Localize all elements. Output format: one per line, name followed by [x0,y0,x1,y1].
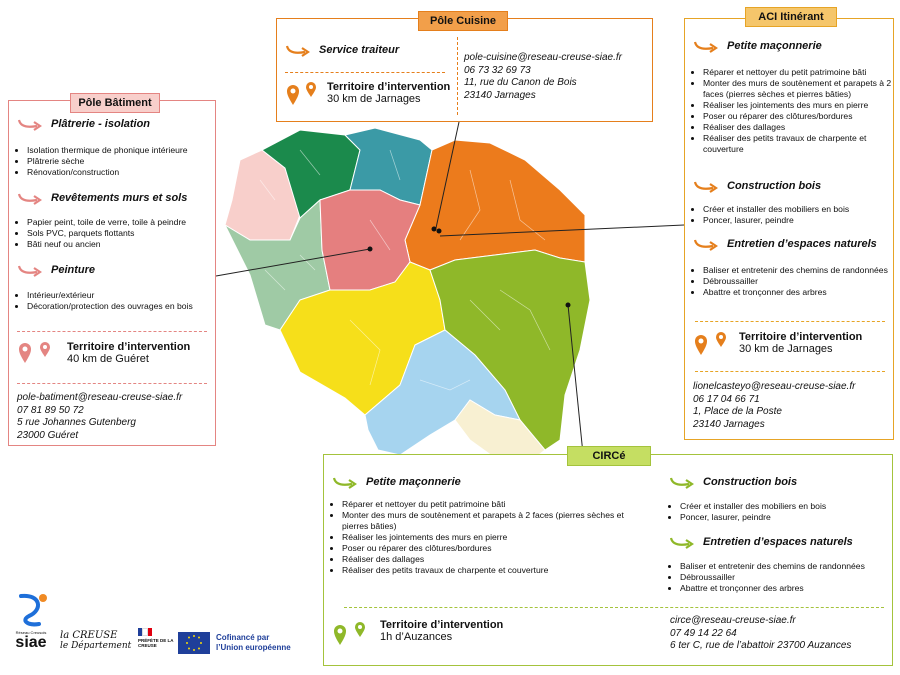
siae-logo [8,590,54,651]
eu-flag-icon [178,632,210,654]
aci-tag: ACI Itinérant [745,7,837,27]
batiment-section-1-title: Plâtrerie - isolation [51,118,151,130]
list-item: • Monter des murs de soutènement et parapets à 2 faces (pierres sèches et pierres bâties) [703,78,900,100]
aci-divider-1 [695,321,885,322]
circe-territory-title: Territoire d’intervention [380,619,504,631]
cuisine-vertical-divider [457,37,458,115]
batiment-section-1 [17,117,150,131]
cuisine-territory-title: Territoire d’intervention [327,81,451,93]
batiment-contact [17,392,182,442]
prefete-text: PRÉFÈTE DE LA CREUSE [138,638,174,648]
circe-left-section [332,475,461,489]
aci-territory-sub: 30 km de Jarnages [739,343,833,355]
curved-arrow-icon [669,535,695,549]
circe-address: 6 ter C, rue de l’abattoir 23700 Auzances [670,640,852,651]
curved-arrow-icon [332,475,358,489]
circe-right-section-2 [669,535,853,549]
marker-jarnages-1 [432,227,437,232]
circe-right-section-1-title: Construction bois [703,476,798,488]
list-item: • Rénovation/construction [27,167,225,178]
list-item: • Plâtrerie sèche [27,156,225,167]
list-item: • Poncer, lasurer, peindre [680,512,900,523]
creuse-logo-line-1: la CREUSE [60,630,118,641]
circe-contact [670,615,851,653]
circe-left-list [328,499,642,576]
creuse-logo [60,630,131,652]
aci-section-2 [693,179,821,193]
map-pin-icon [693,331,733,357]
cuisine-address-2: 23140 Jarnages [464,89,536,101]
aci-section-3 [693,237,877,251]
batiment-tag: Pôle Bâtiment [70,93,160,113]
list-item: • Baliser et entretenir des chemins de randonnées [703,265,900,276]
circe-right-section-1 [669,475,797,489]
list-item: • Décoration/protection des ouvrages en bois [27,301,225,312]
eu-text-1: Cofinancé par [216,633,270,642]
batiment-email[interactable]: pole-batiment@reseau-creuse-siae.fr [17,392,183,403]
list-item: • Bâti neuf ou ancien [27,239,225,250]
circe-panel [323,454,893,666]
cuisine-service [285,43,399,57]
aci-email[interactable]: lionelcasteyo@reseau-creuse-siae.fr [693,381,856,392]
aci-section-2-list [689,204,900,226]
map-pin-icon [285,81,323,107]
list-item: • Isolation thermique de phonique intérieure [27,145,225,156]
eu-logo [178,632,291,654]
curved-arrow-icon [17,263,43,277]
batiment-territory-title: Territoire d’intervention [67,341,191,353]
list-item: • Poncer, lasurer, peindre [703,215,900,226]
curved-arrow-icon [17,117,43,131]
curved-arrow-icon [17,191,43,205]
cuisine-phone[interactable]: 06 73 32 69 73 [464,64,531,76]
list-item: • Baliser et entretenir des chemins de randonnées [680,561,900,572]
siae-small-text: Réseau Creusois [15,630,47,635]
batiment-divider-1 [17,331,207,332]
batiment-territory-sub: 40 km de Guéret [67,353,149,365]
aci-address-2: 23140 Jarnages [693,418,765,430]
aci-territory-title: Territoire d’intervention [739,331,863,343]
curved-arrow-icon [669,475,695,489]
french-flag-icon [138,628,152,636]
list-item: • Poser ou réparer des clôtures/bordures [342,543,642,554]
map-zone-orange [405,140,585,270]
curved-arrow-icon [693,39,719,53]
aci-panel [684,18,894,440]
list-item: • Poser ou réparer des clôtures/bordures [703,111,900,122]
batiment-territory [17,341,190,365]
batiment-address-1: 5 rue Johannes Gutenberg [17,417,136,428]
batiment-section-3-list [13,290,225,312]
circe-email[interactable]: circe@reseau-creuse-siae.fr [670,615,796,626]
marker-jarnages-2 [437,229,442,234]
list-item: • Créer et installer des mobiliers en bois [680,501,900,512]
list-item: • Abattre et tronçonner des arbres [703,287,900,298]
aci-section-1-title: Petite maçonnerie [727,40,822,52]
list-item: • Monter des murs de soutènement et parapets à 2 faces (pierres sèches et pierres bâties) [342,510,642,532]
aci-territory [693,331,862,357]
circe-tag: CIRCé [567,446,651,466]
list-item: • Réaliser des petits travaux de charpente et couverture [342,565,642,576]
cuisine-panel [276,18,653,122]
aci-section-2-title: Construction bois [727,180,822,192]
aci-phone[interactable]: 06 17 04 66 71 [693,393,760,405]
list-item: • Débroussailler [680,572,900,583]
map-pin-icon [17,341,57,365]
cuisine-territory-sub: 30 km de Jarnages [327,93,421,105]
cuisine-divider [285,72,445,73]
circe-territory [332,619,503,647]
batiment-section-3-title: Peinture [51,264,96,276]
marker-gueret [368,247,373,252]
list-item: • Réaliser les jointements des murs en pierre [703,100,900,111]
siae-swirl-icon [11,590,51,630]
list-item: • Abattre et tronçonner des arbres [680,583,900,594]
aci-address-1: 1, Place de la Poste [693,406,782,417]
list-item: • Intérieur/extérieur [27,290,225,301]
aci-section-3-list [689,265,900,298]
circe-phone[interactable]: 07 49 14 22 64 [670,627,737,639]
aci-section-3-title: Entretien d’espaces naturels [727,238,877,250]
circe-territory-sub: 1h d’Auzances [380,631,453,643]
siae-big-text: siae [15,634,47,651]
list-item: • Réparer et nettoyer du petit patrimoine bâti [342,499,642,510]
aci-section-1 [693,39,822,53]
map-pin-icon [332,619,372,647]
list-item: • Papier peint, toile de verre, toile à peindre [27,217,225,228]
cuisine-territory [285,81,450,107]
list-item: • Réparer et nettoyer du petit patrimoine bâti [703,67,900,78]
cuisine-email[interactable]: pole-cuisine@reseau-creuse-siae.fr [464,52,622,63]
batiment-phone[interactable]: 07 81 89 50 72 [17,404,84,416]
batiment-section-2 [17,191,187,205]
curved-arrow-icon [693,237,719,251]
cuisine-contact [464,52,622,102]
batiment-section-2-list [13,217,225,250]
circe-divider [344,607,884,608]
aci-section-1-list [689,67,900,155]
list-item: • Créer et installer des mobiliers en bois [703,204,900,215]
aci-divider-2 [695,371,885,372]
curved-arrow-icon [693,179,719,193]
cuisine-tag: Pôle Cuisine [418,11,508,31]
cuisine-service-title: Service traiteur [319,44,400,56]
circe-right-list-1 [666,501,900,523]
cuisine-address-1: 11, rue du Canon de Bois [464,77,577,88]
list-item: • Débroussailler [703,276,900,287]
circe-right-list-2 [666,561,900,594]
list-item: • Réaliser des dallages [703,122,900,133]
creuse-logo-line-2: le Département [60,641,132,651]
batiment-address-2: 23000 Guéret [17,429,79,441]
aci-contact [693,381,855,431]
circe-right-section-2-title: Entretien d’espaces naturels [703,536,853,548]
prefete-logo [138,628,178,648]
curved-arrow-icon [285,43,311,57]
eu-text-2: l’Union européenne [216,643,291,652]
list-item: • Réaliser des petits travaux de charpente et couverture [703,133,900,155]
list-item: • Sols PVC, parquets flottants [27,228,225,239]
batiment-panel [8,100,216,446]
batiment-section-1-list [13,145,225,178]
circe-left-section-title: Petite maçonnerie [366,476,461,488]
batiment-section-3 [17,263,95,277]
list-item: • Réaliser les jointements des murs en pierre [342,532,642,543]
batiment-section-2-title: Revêtements murs et sols [51,192,188,204]
batiment-divider-2 [17,383,207,384]
marker-auzances [566,303,571,308]
list-item: • Réaliser des dallages [342,554,642,565]
